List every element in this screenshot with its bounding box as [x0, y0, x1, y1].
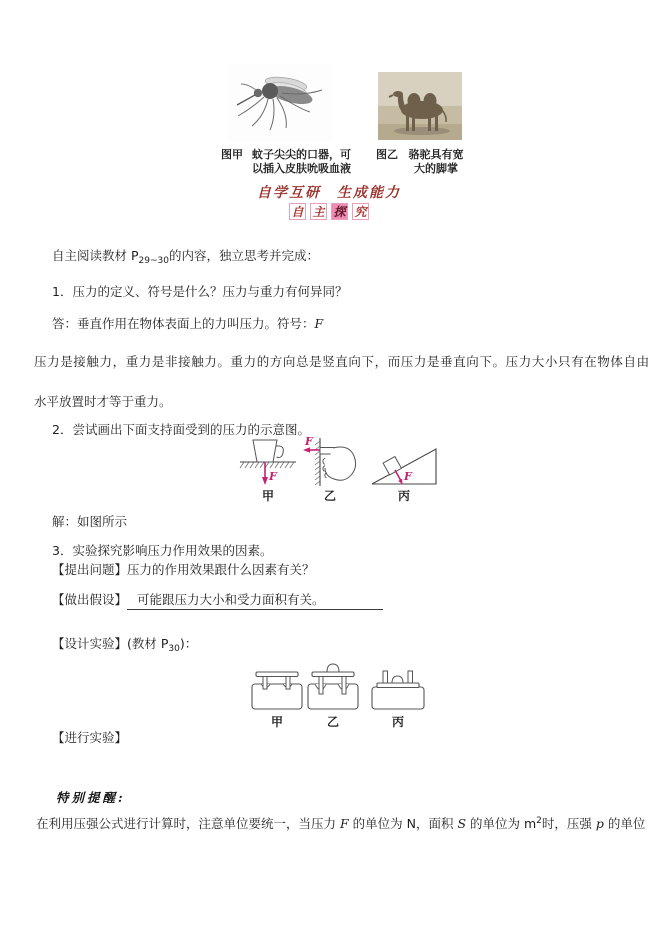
intro-page-subscript: 29~30: [138, 256, 169, 266]
figure-a-caption: [252, 148, 356, 176]
table-with-weight-on-sponge-diagram: [306, 662, 360, 712]
reminder-title: 特别提醒:: [56, 790, 126, 805]
hypothesis-line: [52, 592, 383, 610]
inverted-table-on-sponge-diagram: [370, 666, 426, 712]
hypothesis-label: 【做出假设】: [52, 592, 128, 607]
answer-1: [52, 316, 323, 332]
solution-2: 解：如图所示: [52, 514, 128, 529]
answer-1-symbol: F: [314, 316, 324, 331]
question-3: 3．实验探究影响压力作用效果的因素。: [52, 543, 273, 558]
answer-1-text: 答：垂直作用在物体表面上的力叫压力。符号：: [52, 316, 315, 331]
figure-a-label: 图甲: [221, 148, 243, 161]
figure-a-caption-line2: 以插入皮肤吮吸血液: [252, 162, 351, 175]
reminder-symbol-p: p: [595, 816, 604, 831]
exp-diagram-b: [306, 662, 360, 730]
design-page-subscript: 30: [168, 644, 180, 654]
q2-diagram-label-c: 丙: [397, 489, 410, 503]
design-post: )：: [179, 636, 198, 651]
q2-diagram-cup: [238, 438, 298, 504]
force-label-f: F: [404, 470, 412, 483]
camel-image: [378, 72, 462, 140]
q2-diagram-label-b: 乙: [323, 489, 336, 503]
intro-post: 的内容，独立思考并完成：: [168, 248, 319, 263]
reminder-t5: 的单位为 m: [466, 816, 537, 831]
paragraph-1a: 压力是接触力，重力是非接触力。重力的方向总是竖直向下，而压力是垂直向下。压力大小只有在物体自由: [34, 354, 650, 369]
figure-b-label: 图乙: [376, 148, 398, 161]
design-experiment-line: [52, 636, 197, 655]
conduct-experiment-line: 【进行实验】: [52, 730, 128, 745]
reminder-symbol-s: S: [457, 816, 467, 831]
table-on-sponge-diagram: [250, 668, 304, 712]
exp-diagram-c: [370, 666, 426, 730]
cup-on-surface-diagram: [238, 438, 298, 486]
reminder-m2-superscript: 2: [536, 816, 542, 826]
exp-diagram-label-a: 甲: [270, 715, 283, 729]
boxed-char-2: 主: [310, 203, 327, 220]
hypothesis-answer: 可能跟压力大小和受力面积有关。: [127, 592, 383, 610]
figure-b-caption-line2: 大的脚掌: [414, 162, 458, 175]
figure-b-caption: [404, 148, 468, 176]
question-2: 2．尝试画出下面支持面受到的压力的示意图。: [52, 422, 310, 437]
paragraph-1b: 水平放置时才等于重力。: [34, 394, 172, 409]
mosquito-image: [228, 64, 332, 142]
force-label-f: F: [269, 470, 277, 483]
exp-diagram-label-c: 丙: [391, 715, 404, 729]
figure-b-caption-line1: 骆驼具有宽: [408, 148, 464, 161]
reminder-t7: 时，压强: [541, 816, 596, 831]
exp-diagram-label-b: 乙: [326, 715, 339, 729]
question-1: 1．压力的定义、符号是什么？压力与重力有何异同？: [52, 284, 348, 299]
q2-diagram-incline: [368, 444, 440, 504]
reminder-text: [36, 816, 646, 832]
section-header-script: 自学互研 生成能力: [257, 185, 401, 201]
boxed-subheader: [289, 203, 369, 220]
reminder-t1: 在利用压强公式进行计算时，注意单位要统一，当压力: [36, 816, 340, 831]
exp-diagram-a: [250, 668, 304, 730]
boxed-char-4: 究: [352, 203, 369, 220]
reminder-t3: 的单位为 N，面积: [348, 816, 458, 831]
intro-pre: 自主阅读教材 P: [52, 248, 139, 263]
design-pre: 【设计实验】(教材 P: [52, 636, 169, 651]
figure-a-caption-line1: 蚊子尖尖的口器，可: [252, 148, 351, 161]
propose-question-line: 【提出问题】压力的作用效果跟什么因素有关？: [52, 562, 315, 577]
q2-diagram-hand-wall: [302, 436, 358, 504]
reminder-t9: 的单位: [603, 816, 646, 831]
boxed-char-3-highlighted: 探: [331, 203, 348, 220]
intro-line: [52, 248, 319, 267]
q2-diagram-label-a: 甲: [261, 489, 274, 503]
force-label-f: F: [305, 435, 313, 448]
boxed-char-1: 自: [289, 203, 306, 220]
reminder-symbol-f: F: [339, 816, 349, 831]
